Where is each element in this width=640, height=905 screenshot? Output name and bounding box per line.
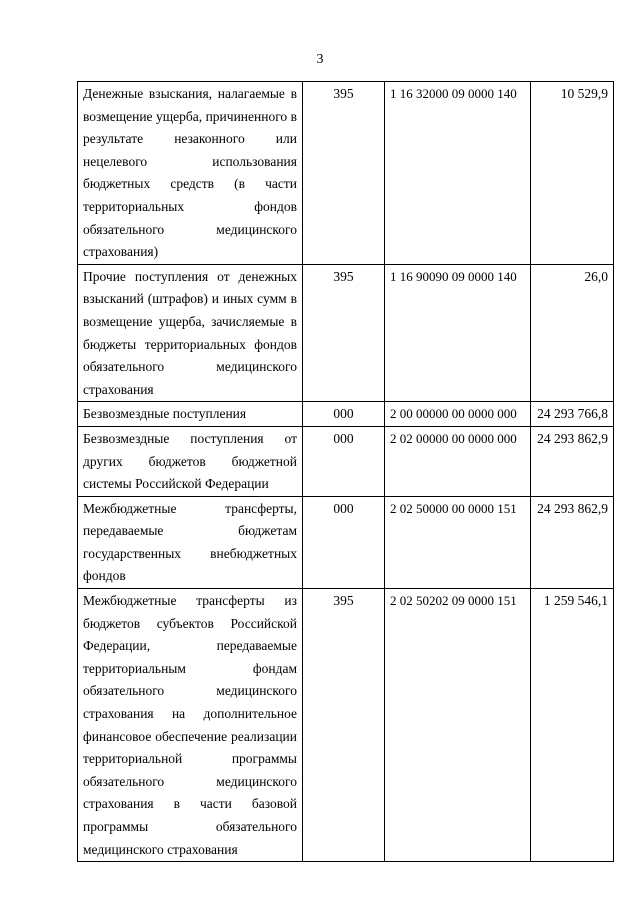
revenue-name-line: обязательного медицинского [83, 683, 297, 699]
table-row [78, 496, 614, 588]
revenue-name-line: Межбюджетные трансферты, [83, 500, 297, 516]
budget-classification-code-cell: 2 02 00000 00 0000 000 [385, 426, 531, 496]
administrator-code-cell: 000 [303, 426, 385, 496]
revenue-name-line: страхования) [83, 244, 159, 260]
revenue-name-line: результате незаконного или [83, 131, 297, 147]
amount-cell: 24 293 862,9 [531, 426, 614, 496]
budget-classification-code-cell: 1 16 90090 09 0000 140 [385, 264, 531, 402]
revenue-name-line: бюджеты территориальных фондов [83, 336, 297, 352]
table-row [78, 82, 614, 265]
administrator-code-cell: 395 [303, 264, 385, 402]
revenue-name-line: возмещение ущерба, зачисляемые в [83, 313, 297, 329]
revenue-name-line: взысканий (штрафов) и иных сумм в [83, 291, 297, 307]
table-row [78, 264, 614, 402]
revenue-name-line: страхования [83, 381, 154, 397]
revenue-name-line: бюджетов субъектов Российской [83, 615, 297, 631]
administrator-code-cell: 000 [303, 402, 385, 427]
revenue-name-cell [78, 82, 303, 265]
amount-cell: 26,0 [531, 264, 614, 402]
revenue-name-line: передаваемые бюджетам [83, 523, 297, 539]
budget-classification-code-cell: 2 02 50202 09 0000 151 [385, 589, 531, 862]
revenue-name-line: фондов [83, 568, 126, 584]
administrator-code-cell: 395 [303, 82, 385, 265]
page-number: 3 [316, 52, 324, 67]
revenue-name-line: Денежные взыскания, налагаемые в [83, 86, 297, 101]
revenue-name-line: обязательного медицинского [83, 359, 297, 375]
revenue-name-line: обязательного медицинского [83, 773, 297, 789]
revenue-name-line: Федерации, передаваемые [83, 638, 297, 654]
revenue-name-line: других бюджетов бюджетной [83, 453, 297, 469]
revenue-name-line: возмещение ущерба, причиненного в [83, 108, 297, 124]
table-body [78, 82, 614, 862]
budget-classification-code-cell: 2 02 50000 00 0000 151 [385, 496, 531, 588]
administrator-code-cell: 000 [303, 496, 385, 588]
revenue-name-cell [78, 402, 303, 427]
revenue-name-line: медицинского страхования [83, 841, 238, 857]
table-row [78, 402, 614, 427]
table-row [78, 589, 614, 862]
revenue-name-line: программы обязательного [83, 819, 297, 834]
revenue-name-line: Межбюджетные трансферты из [83, 593, 297, 609]
amount-cell: 24 293 862,9 [531, 496, 614, 588]
revenue-name-line: бюджетных средств (в части [83, 176, 297, 192]
revenue-name-line: Безвозмездные поступления [83, 406, 247, 422]
revenue-name-line: Безвозмездные поступления от [83, 430, 297, 446]
budget-revenue-table [77, 81, 614, 862]
revenue-name-cell [78, 496, 303, 588]
budget-classification-code-cell: 2 00 00000 00 0000 000 [385, 402, 531, 427]
administrator-code-cell: 395 [303, 589, 385, 862]
revenue-name-line: Прочие поступления от денежных [83, 268, 297, 284]
budget-classification-code-cell: 1 16 32000 09 0000 140 [385, 82, 531, 265]
revenue-name-line: страхования в части базовой [83, 796, 297, 812]
revenue-name-line: территориальным фондам [83, 660, 297, 676]
revenue-name-line: государственных внебюджетных [83, 545, 297, 561]
revenue-name-line: территориальной программы [83, 751, 297, 767]
revenue-name-cell [78, 426, 303, 496]
table-row [78, 426, 614, 496]
revenue-name-line: системы Российской Федерации [83, 476, 269, 492]
revenue-name-line: территориальных фондов [83, 198, 297, 214]
amount-cell: 24 293 766,8 [531, 402, 614, 427]
revenue-name-line: финансовое обеспечение реализации [83, 728, 297, 744]
revenue-name-cell [78, 264, 303, 402]
revenue-name-cell [78, 589, 303, 862]
revenue-name-line: страхования на дополнительное [83, 706, 297, 722]
amount-cell: 10 529,9 [531, 82, 614, 265]
revenue-name-line: нецелевого использования [83, 153, 297, 169]
revenue-name-line: обязательного медицинского [83, 221, 297, 237]
amount-cell: 1 259 546,1 [531, 589, 614, 862]
